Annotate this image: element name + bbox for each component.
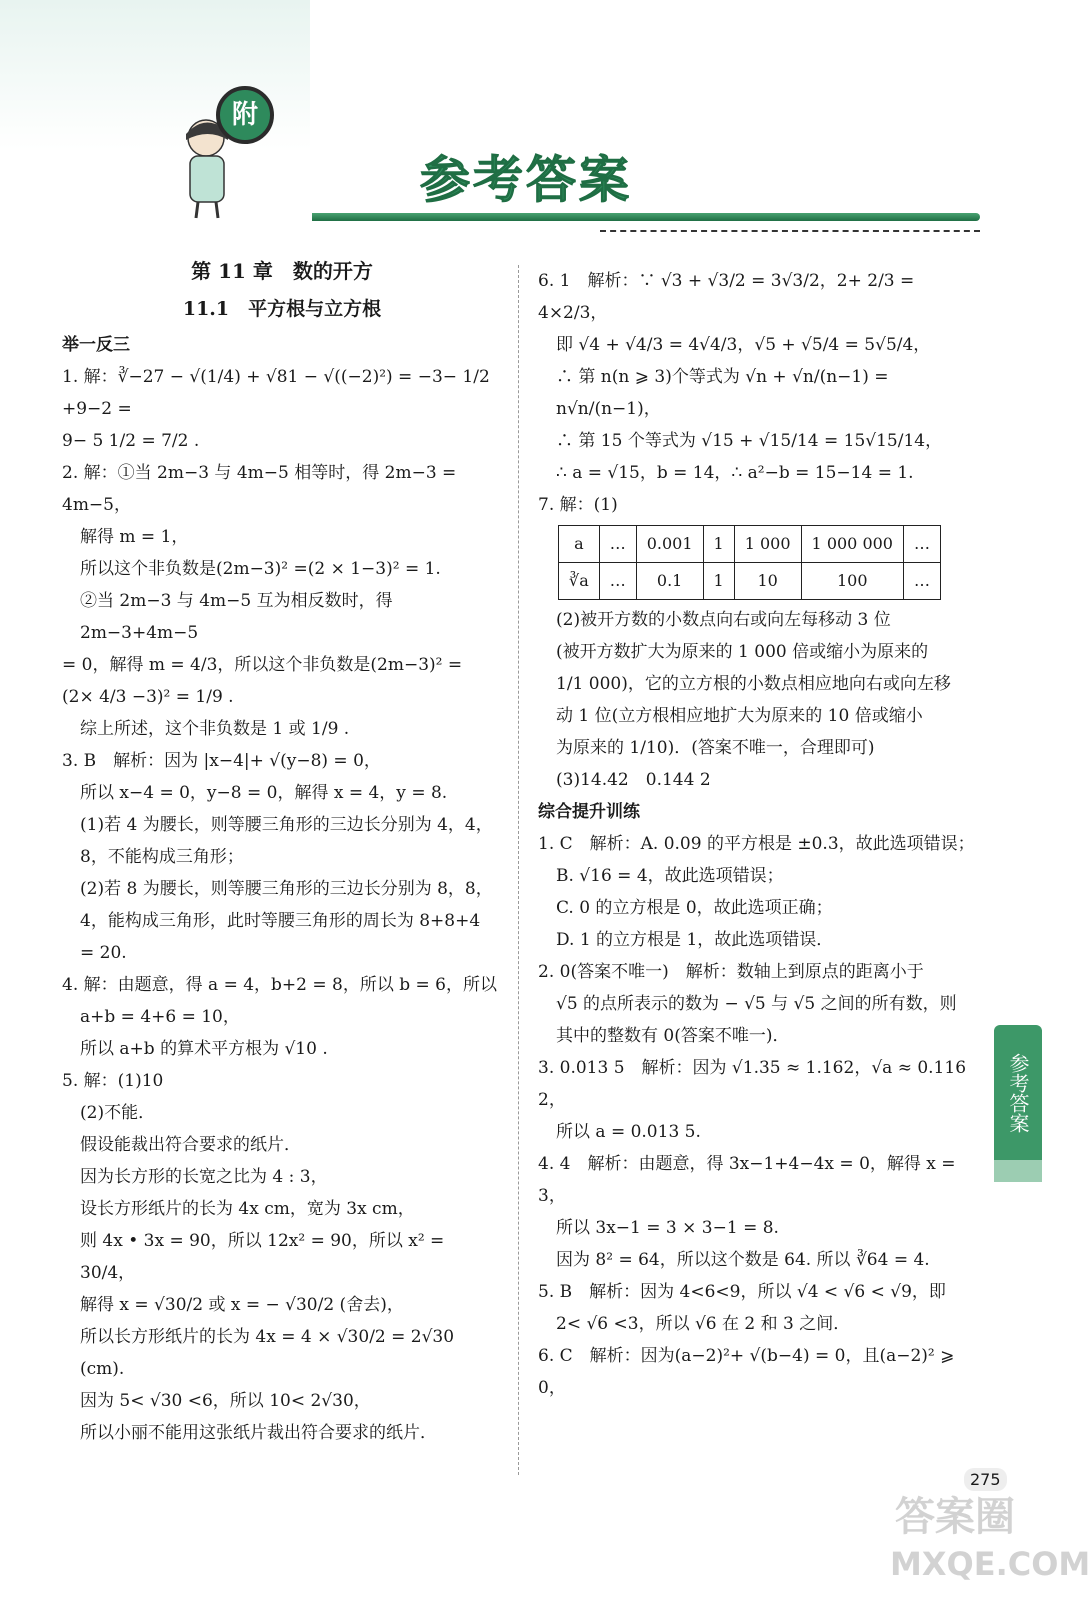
answer-line: 5. 解：(1)10 (62, 1071, 164, 1091)
table-cell: … (903, 526, 940, 563)
table-cell: 100 (801, 563, 903, 600)
answer-line: 4. 4 解析：由题意，得 3x−1+4−4x = 0，解得 x = 3， (538, 1154, 956, 1206)
answer-line: 5. B 解析：因为 4<6<9，所以 √4 < √6 < √9，即 (538, 1282, 946, 1302)
answer-line: 3. B 解析：因为 |x−4|+ √(y−8) = 0， (62, 751, 381, 771)
table-cell: 1 (703, 563, 734, 600)
page-number: 275 (964, 1468, 1007, 1491)
answer-line: = 20. (80, 943, 127, 963)
answer-line: (2)若 8 为腰长，则等腰三角形的三边长分别为 8，8， (80, 879, 493, 899)
answer-line: 1/1 000)，它的立方根的小数点相应地向右或向左移 (556, 674, 951, 694)
table-cell: … (903, 563, 940, 600)
table-cell: 1 000 000 (801, 526, 903, 563)
subsection-heading: 举一反三 (62, 335, 130, 355)
answer-line: ∴ 第 15 个等式为 √15 + √15/14 = 15√15/14， (556, 431, 943, 451)
answer-line: 综上所述，这个非负数是 1 或 1/9 . (80, 719, 350, 739)
answer-line: = 0，解得 m = 4/3，所以这个非负数是(2m−3)² = (62, 655, 463, 675)
table-row (559, 563, 941, 600)
title-dashed-rule (600, 230, 980, 232)
answer-line: 1. 解：∛−27 − √(1/4) + √81 − √((−2)²) = −3− 1/2 +9−2 = (62, 367, 490, 419)
answer-line: 因为 8² = 64，所以这个数是 64. 所以 ∛64 = 4. (556, 1250, 930, 1270)
page-title: 参考答案 (420, 151, 632, 209)
answer-line: 7. 解：(1) (538, 495, 618, 515)
answer-line: 6. C 解析：因为(a−2)²+ √(b−4) = 0，且(a−2)² ⩾ 0， (538, 1346, 955, 1398)
table-cell: 0.001 (636, 526, 703, 563)
answer-line: 假设能裁出符合要求的纸片． (80, 1135, 301, 1155)
answer-line: D. 1 的立方根是 1，故此选项错误． (556, 930, 834, 950)
table-cell: 1 000 (734, 526, 801, 563)
answer-line: 所以长方形纸片的长为 4x = 4 × √30/2 = 2√30 (cm). (80, 1327, 455, 1379)
table-cell: … (599, 563, 636, 600)
title-underline (312, 213, 980, 221)
answer-line: ②当 2m−3 与 4m−5 互为相反数时，得 2m−3+4m−5 (80, 591, 393, 643)
answer-line: 则 4x • 3x = 90，所以 12x² = 90，所以 x² = 30/4， (80, 1231, 445, 1283)
cube-root-table (558, 525, 941, 600)
answer-line: 设长方形纸片的长为 4x cm，宽为 3x cm， (80, 1199, 415, 1219)
answer-line: 解得 x = √30/2 或 x = − √30/2 (舍去)， (80, 1295, 404, 1315)
answer-line: (被开方数扩大为原来的 1 000 倍或缩小为原来的 (556, 642, 929, 662)
answer-line: 即 √4 + √4/3 = 4√4/3，√5 + √5/4 = 5√5/4， (556, 335, 931, 355)
answer-line: 1. C 解析：A. 0.09 的平方根是 ±0.3，故此选项错误； (538, 834, 975, 854)
answer-line: 因为长方形的长宽之比为 4 : 3， (80, 1167, 328, 1187)
subsection-heading: 综合提升训练 (538, 802, 640, 822)
answer-line: 2. 0(答案不唯一) 解析：数轴上到原点的距离小于 (538, 962, 924, 982)
answer-line: 所以小丽不能用这张纸片裁出符合要求的纸片． (80, 1423, 437, 1443)
answer-line: B. √16 = 4，故此选项错误； (556, 866, 784, 886)
answer-line: 所以 a = 0.013 5. (556, 1122, 701, 1142)
watermark-url: MXQE.COM (890, 1545, 1091, 1583)
answer-line: ∴ 第 n(n ⩾ 3)个等式为 √n + √n/(n−1) = n√n/(n−1)， (556, 367, 889, 419)
left-column (62, 255, 502, 1449)
answer-line: (1)若 4 为腰长，则等腰三角形的三边长分别为 4，4， (80, 815, 493, 835)
answer-line: 解得 m = 1， (80, 527, 189, 547)
table-cell: 1 (703, 526, 734, 563)
answer-line: 所以 3x−1 = 3 × 3−1 = 8. (556, 1218, 779, 1238)
answer-line: 其中的整数有 0(答案不唯一)． (556, 1026, 790, 1046)
answer-line: 为原来的 1/10)．(答案不唯一，合理即可) (556, 738, 875, 758)
answer-line: 4，能构成三角形，此时等腰三角形的周长为 8+8+4 (80, 911, 481, 931)
appendix-badge: 附 (216, 86, 274, 144)
answer-line: 2< √6 <3，所以 √6 在 2 和 3 之间． (556, 1314, 851, 1334)
table-cell: ∛a (559, 563, 600, 600)
table-cell: a (559, 526, 600, 563)
answer-line: 8，不能构成三角形； (80, 847, 244, 867)
right-column (538, 265, 978, 1404)
answer-line: (2)被开方数的小数点向右或向左每移动 3 位 (556, 610, 891, 630)
answer-line: 所以这个非负数是(2m−3)² =(2 × 1−3)² = 1. (80, 559, 441, 579)
answer-line: (2× 4/3 −3)² = 1/9 . (62, 687, 234, 707)
answer-line: 9− 5 1/2 = 7/2 . (62, 431, 200, 451)
answer-line: √5 的点所表示的数为 − √5 与 √5 之间的所有数，则 (556, 994, 957, 1014)
side-tab: 参考答案 (994, 1025, 1042, 1160)
watermark-logo: 答案圈 (895, 1494, 1015, 1540)
answer-line: (3)14.42 0.144 2 (556, 770, 711, 790)
answer-line: 所以 a+b 的算术平方根为 √10 . (80, 1039, 328, 1059)
answer-line: (2)不能． (80, 1103, 156, 1123)
table-cell: … (599, 526, 636, 563)
answer-line: C. 0 的立方根是 0，故此选项正确； (556, 898, 833, 918)
answer-line: 4. 解：由题意，得 a = 4，b+2 = 8，所以 b = 6，所以 (62, 975, 497, 995)
answer-line: 6. 1 解析：∵ √3 + √3/2 = 3√3/2，2+ 2/3 = 4×2/3， (538, 271, 915, 323)
answer-line: 动 1 位(立方根相应地扩大为原来的 10 倍或缩小 (556, 706, 923, 726)
column-divider (518, 265, 519, 1475)
table-row (559, 526, 941, 563)
answer-line: 2. 解：①当 2m−3 与 4m−5 相等时，得 2m−3 = 4m−5， (62, 463, 457, 515)
answer-line: ∴ a = √15，b = 14，∴ a²−b = 15−14 = 1. (556, 463, 914, 483)
side-tab-foot (994, 1160, 1042, 1182)
section-title: 11.1 平方根与立方根 (182, 298, 382, 320)
answer-line: 因为 5< √30 <6，所以 10< 2√30， (80, 1391, 371, 1411)
answer-line: a+b = 4+6 = 10， (80, 1007, 240, 1027)
chapter-title: 第 11 章 数的开方 (191, 259, 373, 283)
table-cell: 10 (734, 563, 801, 600)
answer-line: 3. 0.013 5 解析：因为 √1.35 ≈ 1.162，√a ≈ 0.116 2， (538, 1058, 967, 1110)
table-cell: 0.1 (636, 563, 703, 600)
answer-line: 所以 x−4 = 0，y−8 = 0，解得 x = 4，y = 8. (80, 783, 448, 803)
